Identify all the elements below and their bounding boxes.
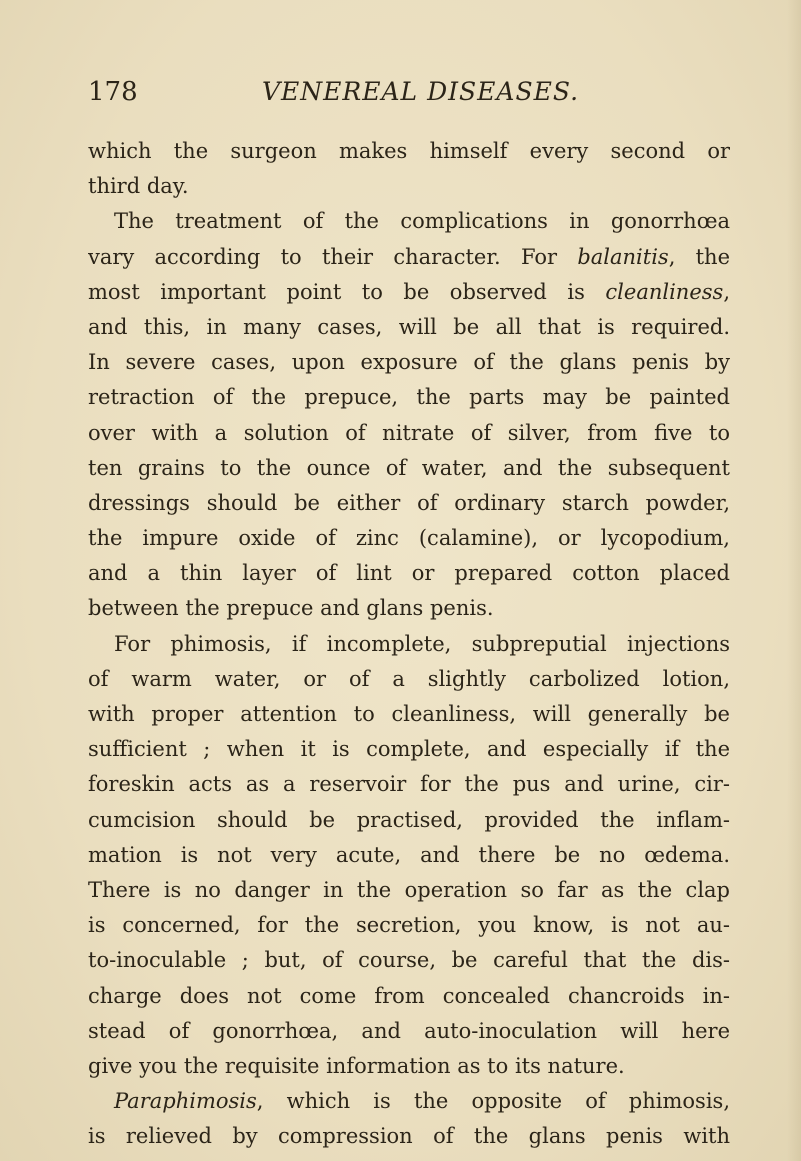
text-line [88, 1084, 730, 1119]
text-line: which the surgeon makes himself every second or [88, 139, 730, 163]
text-line: foreskin acts as a reservoir for the pus and urine, cir- [88, 772, 730, 797]
text-line [88, 275, 730, 310]
text-line: of warm water, or of a slightly carbolized lotion, [88, 666, 730, 691]
text-line: third day. [88, 174, 189, 199]
text-line: For phimosis, if incomplete, subpreputial injections [114, 631, 730, 656]
text-run: most important point to be observed is [88, 279, 606, 304]
body-text [88, 134, 730, 1154]
text-line: There is no danger in the operation so far as the clap [88, 877, 730, 902]
text-line: is relieved by compression of the glans penis with [88, 1124, 730, 1149]
text-line: to-inoculable ; but, of course, be careful that the dis- [88, 948, 730, 973]
text-line: and this, in many cases, will be all that is required. [88, 314, 730, 339]
italic-term: cleanliness [605, 279, 724, 304]
text-line: over with a solution of nitrate of silver, from five to [88, 420, 730, 445]
page-number: 178 [88, 77, 138, 107]
text-line: cumcision should be practised, provided the inflam- [88, 807, 730, 832]
text-line [88, 240, 730, 275]
italic-term: Paraphimosis [114, 1089, 257, 1114]
italic-term: balanitis [577, 244, 669, 269]
text-line: is concerned, for the secretion, you know, is not au- [88, 913, 730, 938]
text-line: between the prepuce and glans penis. [88, 596, 494, 621]
text-line: with proper attention to cleanliness, will generally be [88, 702, 730, 726]
text-run: , the [668, 244, 730, 269]
text-line: ten grains to the ounce of water, and the subsequent [88, 455, 730, 480]
text-line: stead of gonorrhœa, and auto-inoculation will here [88, 1018, 730, 1043]
text-line: and a thin layer of lint or prepared cotton placed [88, 561, 730, 586]
running-header [88, 72, 728, 112]
text-line: dressings should be either of ordinary starch powder, [88, 490, 730, 515]
text-line: mation is not very acute, and there be no œdema. [88, 842, 730, 867]
text-line: give you the requisite information as to its nature. [88, 1053, 625, 1078]
text-run: , which is the opposite of phimosis, [256, 1089, 730, 1114]
text-line: In severe cases, upon exposure of the glans penis by [88, 350, 730, 375]
text-line: charge does not come from concealed chancroids in- [88, 983, 730, 1008]
text-run: , [723, 279, 730, 304]
text-line: The treatment of the complications in gonorrhœa [114, 209, 730, 234]
text-run: vary according to their character. For [88, 244, 578, 269]
text-line: the impure oxide of zinc (calamine), or lycopodium, [88, 526, 730, 551]
running-title: VENEREAL DISEASES. [262, 77, 580, 106]
text-line: retraction of the prepuce, the parts may be painted [88, 385, 730, 410]
text-line: sufficient ; when it is complete, and especially if the [88, 737, 730, 762]
page-edge-shadow [787, 0, 801, 1161]
